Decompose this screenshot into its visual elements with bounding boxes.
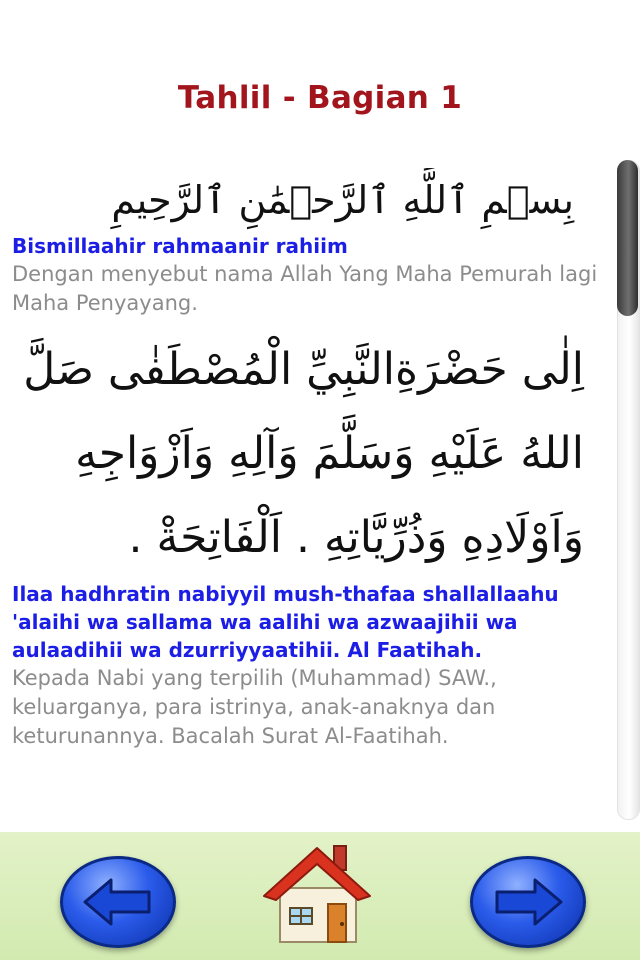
arrow-right-icon [491,876,565,928]
arrow-left-icon [81,876,155,928]
next-button[interactable] [470,856,586,948]
verse-arabic-line-1: اِلٰى حَضْرَةِالنَّبِيِّ الْمُصْطَفٰى صَلَّ [23,344,584,395]
scrollbar-thumb[interactable] [617,160,638,316]
verse-translation-text: Kepada Nabi yang terpilih (Muhammad) SAW., keluarganya, para istrinya, anak-anaknya dan keturunannya. Bacalah Surat Al-Faatihah. [12,666,497,748]
verse-arabic-line-3: وَاَوْلَادِهِ وَذُرِّيَّاتِهِ . اَلْفَاتِحَةْ . [128,512,584,563]
reading-content[interactable] [12,168,604,818]
verse-arabic-line-2: اللهُ عَلَيْهِ وَسَلَّمَ وَآلِهِ وَاَزْوَاجِهِ [75,428,584,479]
home-button[interactable] [258,838,376,948]
basmala-latin-text: Bismillaahir rahmaanir rahiim [12,234,348,258]
basmala-arabic-text: بِسۡمِ ٱللَّهِ ٱلرَّحۡمَٰنِ ٱلرَّحِيمِ [111,178,574,222]
home-icon [258,838,376,948]
verse-arabic-text [12,328,604,580]
previous-button[interactable] [60,856,176,948]
page-title: Tahlil - Bagian 1 [177,80,463,116]
basmala-translation-text: Dengan menyebut nama Allah Yang Maha Pemurah lagi Maha Penyayang. [12,262,598,315]
verse-latin-text: Ilaa hadhratin nabiyyil mush-thafaa shallallaahu 'alaihi wa sallama wa aalihi wa azwaajihii wa aulaadihii wa dzurriyyaatihii. Al Faatihah. [12,582,559,662]
